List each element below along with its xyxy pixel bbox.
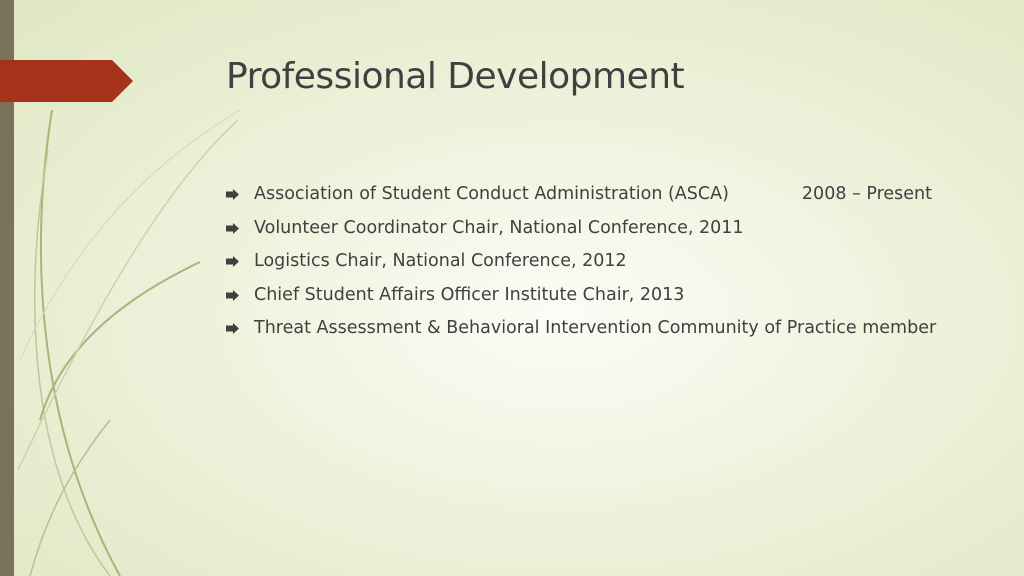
bullet-text: Association of Student Conduct Administration (ASCA) — [254, 184, 729, 204]
curve-line — [41, 110, 120, 576]
arrow-bullet-icon — [226, 256, 239, 267]
bullet-text: Logistics Chair, National Conference, 2012 — [254, 251, 627, 271]
bullet-item — [226, 182, 956, 206]
bullet-list — [226, 182, 956, 350]
curve-line — [18, 120, 238, 470]
curve-line — [20, 110, 240, 360]
bullet-item — [226, 249, 956, 273]
bullet-item — [226, 316, 956, 340]
curve-line — [35, 150, 110, 576]
bullet-text: Volunteer Coordinator Chair, National Conference, 2011 — [254, 217, 744, 238]
bullet-item — [226, 216, 956, 240]
arrow-bullet-icon — [226, 290, 239, 301]
title-accent-arrow — [0, 60, 133, 102]
arrow-bullet-icon — [226, 323, 239, 334]
arrow-bullet-icon — [226, 189, 239, 200]
bullet-text: Chief Student Affairs Officer Institute Chair, 2013 — [254, 284, 685, 305]
curve-line — [30, 420, 110, 576]
slide-title: Professional Development — [226, 56, 685, 97]
bullet-date-range: 2008 – Present — [801, 184, 932, 204]
bullet-item — [226, 283, 956, 307]
arrow-bullet-icon — [226, 223, 239, 234]
curve-line — [40, 262, 200, 420]
bullet-text: Threat Assessment & Behavioral Intervention Community of Practice member — [254, 318, 937, 338]
